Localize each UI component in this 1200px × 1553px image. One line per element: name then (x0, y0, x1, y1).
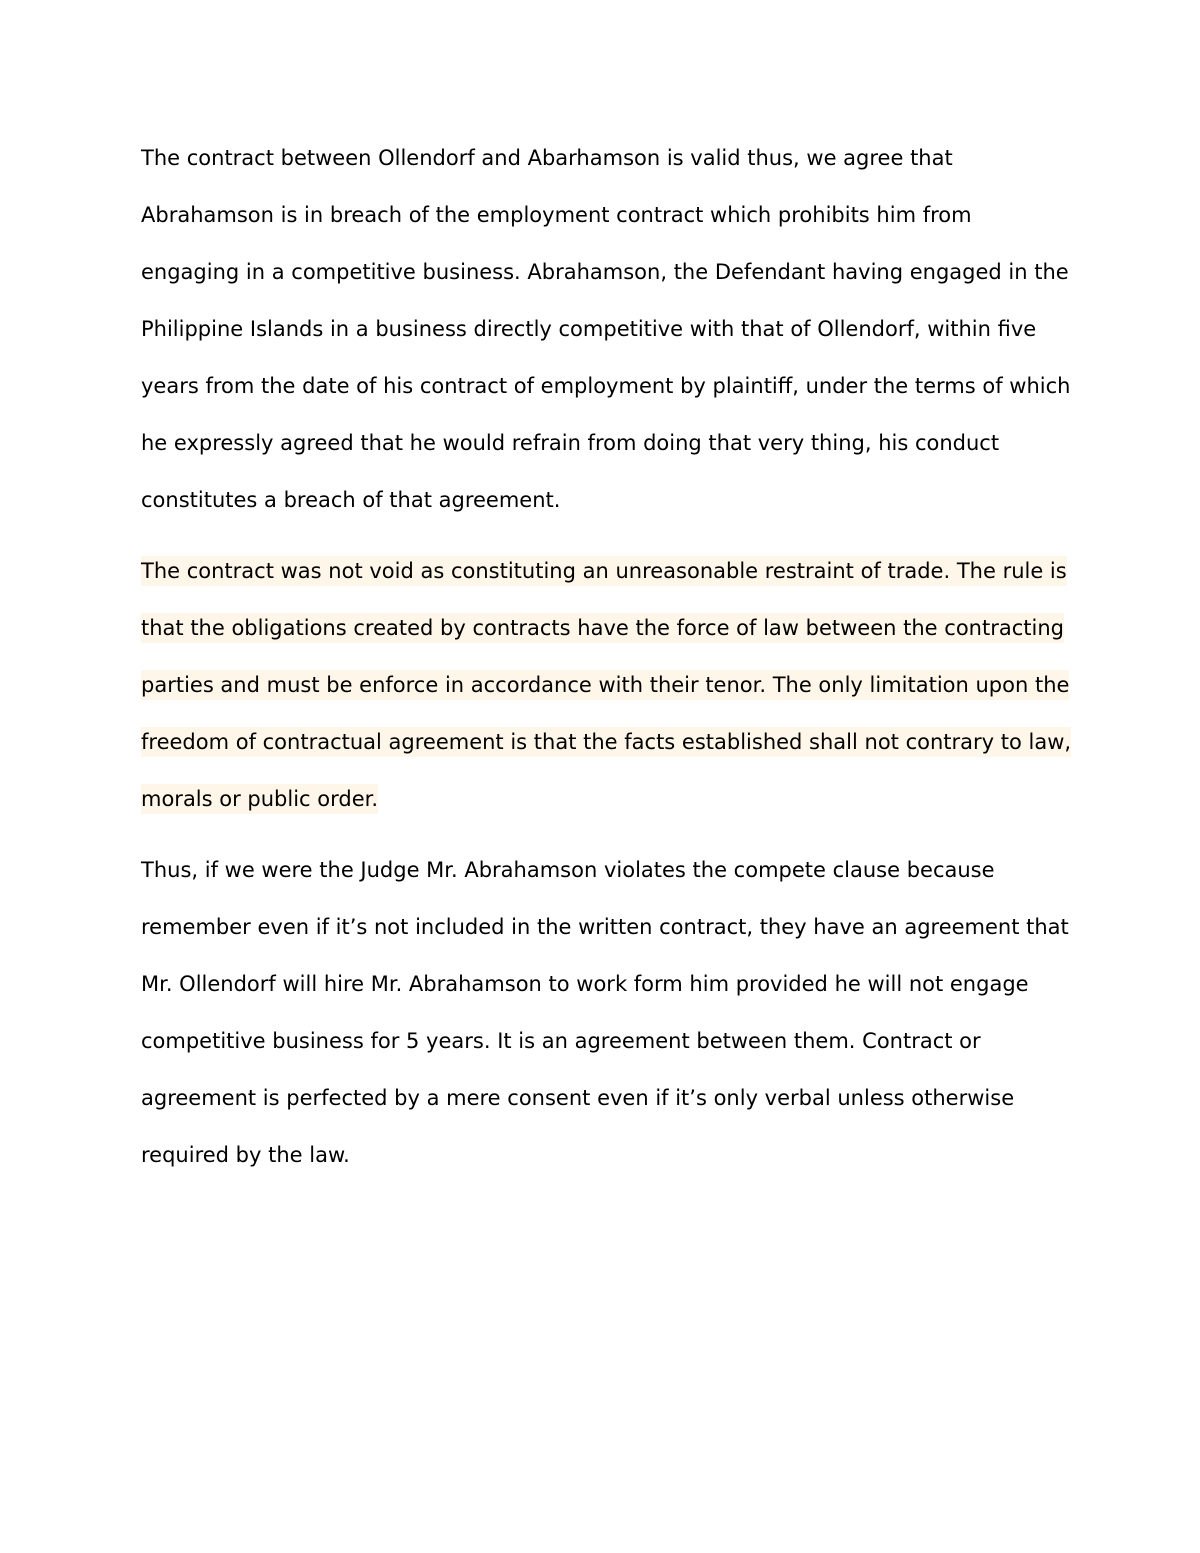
text-line: remember even if it’s not included in the written contract, they have an agreement that (141, 915, 1069, 939)
text-line: constitutes a breach of that agreement. (141, 488, 561, 512)
paragraph-judgment-conclusion (141, 841, 1101, 1183)
highlighted-text-line: The contract was not void as constituting an unreasonable restraint of trade. The rule is (141, 542, 1101, 599)
text-line: he expressly agreed that he would refrain from doing that very thing, his conduct (141, 431, 1000, 455)
text-line: Mr. Ollendorf will hire Mr. Abrahamson to work form him provided he will not engage (141, 972, 1029, 996)
text-line: Philippine Islands in a business directly competitive with that of Ollendorf, within five (141, 317, 1037, 341)
text-line: years from the date of his contract of employment by plaintiff, under the terms of which (141, 374, 1071, 398)
text-line: required by the law. (141, 1143, 350, 1167)
text-line: Abrahamson is in breach of the employment contract which prohibits him from (141, 203, 972, 227)
text-line: competitive business for 5 years. It is an agreement between them. Contract or (141, 1029, 981, 1053)
paragraph-restraint-of-trade-highlighted (141, 542, 1101, 827)
text-line: agreement is perfected by a mere consent even if it’s only verbal unless otherwise (141, 1086, 1015, 1110)
highlighted-text-line: parties and must be enforce in accordance with their tenor. The only limitation upon the (141, 656, 1101, 713)
text-line: The contract between Ollendorf and Abarhamson is valid thus, we agree that (141, 146, 953, 170)
text-line: engaging in a competitive business. Abrahamson, the Defendant having engaged in the (141, 260, 1069, 284)
paragraph-contract-validity (141, 129, 1101, 528)
highlighted-text-line: that the obligations created by contracts have the force of law between the contracting (141, 599, 1101, 656)
highlighted-text-line: freedom of contractual agreement is that the facts established shall not contrary to law, (141, 713, 1101, 770)
text-line: Thus, if we were the Judge Mr. Abrahamson violates the compete clause because (141, 858, 995, 882)
highlighted-text-line: morals or public order. (141, 770, 1101, 827)
